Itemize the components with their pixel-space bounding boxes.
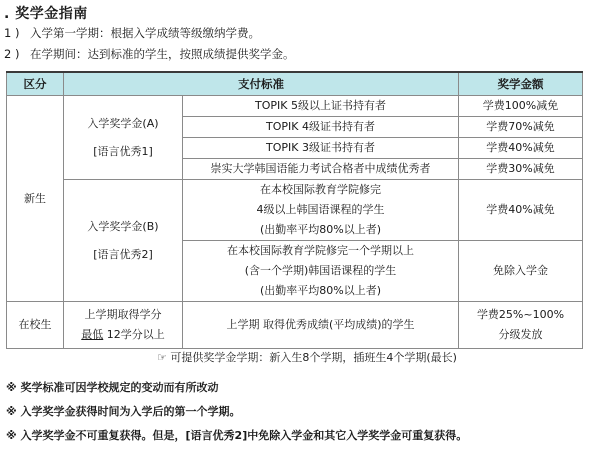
header-criteria: 支付标准 [64, 72, 459, 96]
scholarship-a-title: 入学奖学金(A) [87, 116, 159, 130]
amount-cell: 免除入学金 [459, 241, 583, 302]
note-item-2: ※ 入学奖学金获得时间为入学后的第一个学期。 [6, 405, 241, 418]
table-header-row [7, 72, 583, 96]
min-credits: 12学分以上 [106, 328, 165, 341]
scholarship-b-name [64, 180, 183, 302]
criteria-line: 4级以上韩国语课程的学生 [256, 203, 385, 216]
table-row [7, 180, 583, 241]
criteria-line: (出勤率平均80%以上者) [259, 284, 382, 297]
page-title: . 奖学金指南 [4, 6, 88, 22]
amount-line2: 分级发放 [498, 328, 543, 341]
scholarship-b-title: 入学奖学金(B) [87, 219, 159, 233]
intro-number: 1 ) [4, 26, 20, 40]
criteria-line: (出勤率平均80%以上者) [259, 223, 382, 236]
amount-cell: 学费30%减免 [459, 159, 583, 180]
intro-text: 在学期间：达到标准的学生，按照成绩提供奖学金。 [30, 47, 295, 61]
amount-cell: 学费100%减免 [459, 96, 583, 117]
table-row [7, 96, 583, 117]
criteria-line: 在本校国际教育学院修完 [260, 183, 381, 196]
amount-cell: 学费40%减免 [459, 138, 583, 159]
header-amount: 奖学金额 [459, 72, 583, 96]
criteria-line: 在本校国际教育学院修完一个学期以上 [227, 244, 414, 257]
category-new-student: 新生 [7, 96, 64, 302]
criteria-cell: 崇实大学韩国语能力考试合格者中成绩优秀者 [183, 159, 459, 180]
intro-item-2 [4, 46, 295, 62]
enrolled-requirement [64, 302, 183, 349]
criteria-cell [183, 180, 459, 241]
min-label: 最低 [81, 328, 104, 341]
criteria-cell [183, 241, 459, 302]
note-item-3: ※ 入学奖学金不可重复获得。但是，[语言优秀2]中免除入学金和其它入学奖学金可重复获得。 [6, 429, 468, 442]
scholarship-table [6, 71, 583, 349]
intro-text: 入学第一学期：根据入学成绩等级缴纳学费。 [30, 26, 260, 40]
criteria-line: (含一个学期)韩国语课程的学生 [244, 264, 397, 277]
header-category: 区分 [7, 72, 64, 96]
criteria-cell: TOPIK 3级证书持有者 [183, 138, 459, 159]
amount-cell: 学费70%减免 [459, 117, 583, 138]
period-note: ☞ 可提供奖学金学期：新入生8个学期，插班生4个学期(最长) [157, 351, 457, 364]
scholarship-a-tag: [语言优秀1] [93, 144, 153, 158]
enrolled-requirement-line1: 上学期取得学分 [84, 308, 162, 321]
intro-number: 2 ) [4, 47, 20, 61]
enrolled-requirement-line2 [81, 325, 165, 345]
amount-line1: 学费25%~100% [476, 308, 565, 321]
amount-cell [459, 302, 583, 349]
criteria-cell: TOPIK 5级以上证书持有者 [183, 96, 459, 117]
intro-item-1 [4, 25, 260, 41]
scholarship-a-name [64, 96, 183, 180]
note-item-1: ※ 奖学标准可因学校规定的变动而有所改动 [6, 381, 219, 394]
table-row [7, 302, 583, 349]
criteria-cell: 上学期 取得优秀成绩(平均成绩)的学生 [183, 302, 459, 349]
scholarship-b-tag: [语言优秀2] [93, 247, 153, 261]
amount-cell: 学费40%减免 [459, 180, 583, 241]
category-enrolled: 在校生 [7, 302, 64, 349]
criteria-cell: TOPIK 4级证书持有者 [183, 117, 459, 138]
